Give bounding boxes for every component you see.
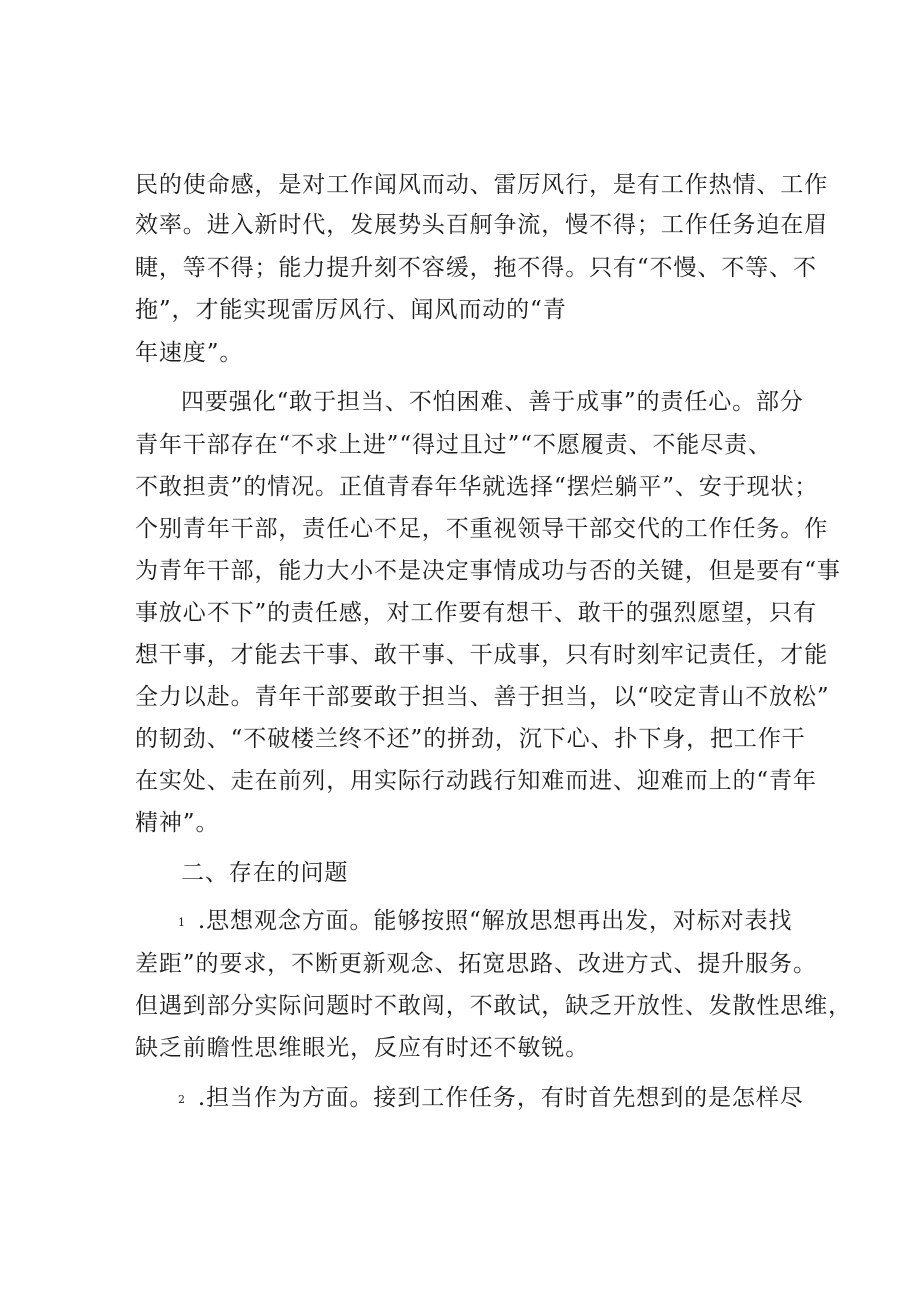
paragraph-2-line-5: 为青年干部，能力大小不是决定事情成功与否的关键，但是要有“事 — [135, 558, 841, 584]
item-2-line-1 — [178, 1078, 804, 1118]
paragraph-2-line-4: 个别青年干部，责任心不足，不重视领导干部交代的工作任务。作 — [135, 516, 829, 542]
item-1-number: 1 — [178, 915, 186, 929]
item-2-text: .担当作为方面。接到工作任务，有时首先想到的是怎样尽 — [197, 1085, 804, 1111]
paragraph-2-line-7: 想干事，才能去干事、敢干事、干成事，只有时刻牢记责任，才能 — [135, 642, 829, 668]
paragraph-1-line-4: 拖”，才能实现雷厉风行、闻风而动的“青 — [135, 297, 567, 323]
section-heading: 二、存在的问题 — [181, 860, 349, 886]
paragraph-1-line-3: 睫，等不得；能力提升刻不容缓，拖不得。只有“不慢、不等、不 — [135, 255, 817, 281]
item-1-line-2: 差距”的要求，不断更新观念、拓宽思路、改进方式、提升服务。 — [135, 951, 817, 977]
item-2-number: 2 — [178, 1092, 186, 1106]
paragraph-2-line-10: 在实处、走在前列，用实际行动践行知难而进、迎难而上的“青年 — [135, 768, 817, 794]
item-1-line-3: 但遇到部分实际问题时不敢闯，不敢试，缺乏开放性、发散性思维， — [135, 993, 852, 1019]
paragraph-2-line-3: 不敢担责”的情况。正值青春年华就选择“摆烂躺平”、安于现状； — [135, 474, 819, 500]
paragraph-2-line-6: 事放心不下”的责任感，对工作要有想干、敢干的强烈愿望，只有 — [135, 600, 817, 626]
paragraph-1-line-2: 效率。进入新时代，发展势头百舸争流，慢不得；工作任务迫在眉 — [135, 212, 829, 238]
paragraph-2-line-1: 四要强化“敢于担当、不怕困难、善于成事”的责任心。部分 — [181, 389, 804, 415]
item-1-line-4: 缺乏前瞻性思维眼光，反应有时还不敏锐。 — [135, 1035, 590, 1061]
item-1-line-1 — [178, 901, 792, 941]
item-1-text: .思想观念方面。能够按照“解放思想再出发，对标对表找 — [197, 908, 793, 934]
paragraph-2-line-9: 的韧劲、“不破楼兰终不还”的拼劲，沉下心、扑下身，把工作干 — [135, 726, 806, 752]
paragraph-1-line-5: 年速度”。 — [135, 340, 244, 366]
paragraph-2-line-11: 精神”。 — [135, 810, 220, 836]
paragraph-2-line-8: 全力以赴。青年干部要敢于担当、善于担当，以“咬定青山不放松” — [135, 684, 830, 710]
paragraph-2-line-2: 青年干部存在“不求上进”“得过且过”“不愿履责、不能尽责、 — [135, 432, 772, 458]
paragraph-1-line-1: 民的使命感，是对工作闻风而动、雷厉风行，是有工作热情、工作 — [135, 172, 829, 198]
